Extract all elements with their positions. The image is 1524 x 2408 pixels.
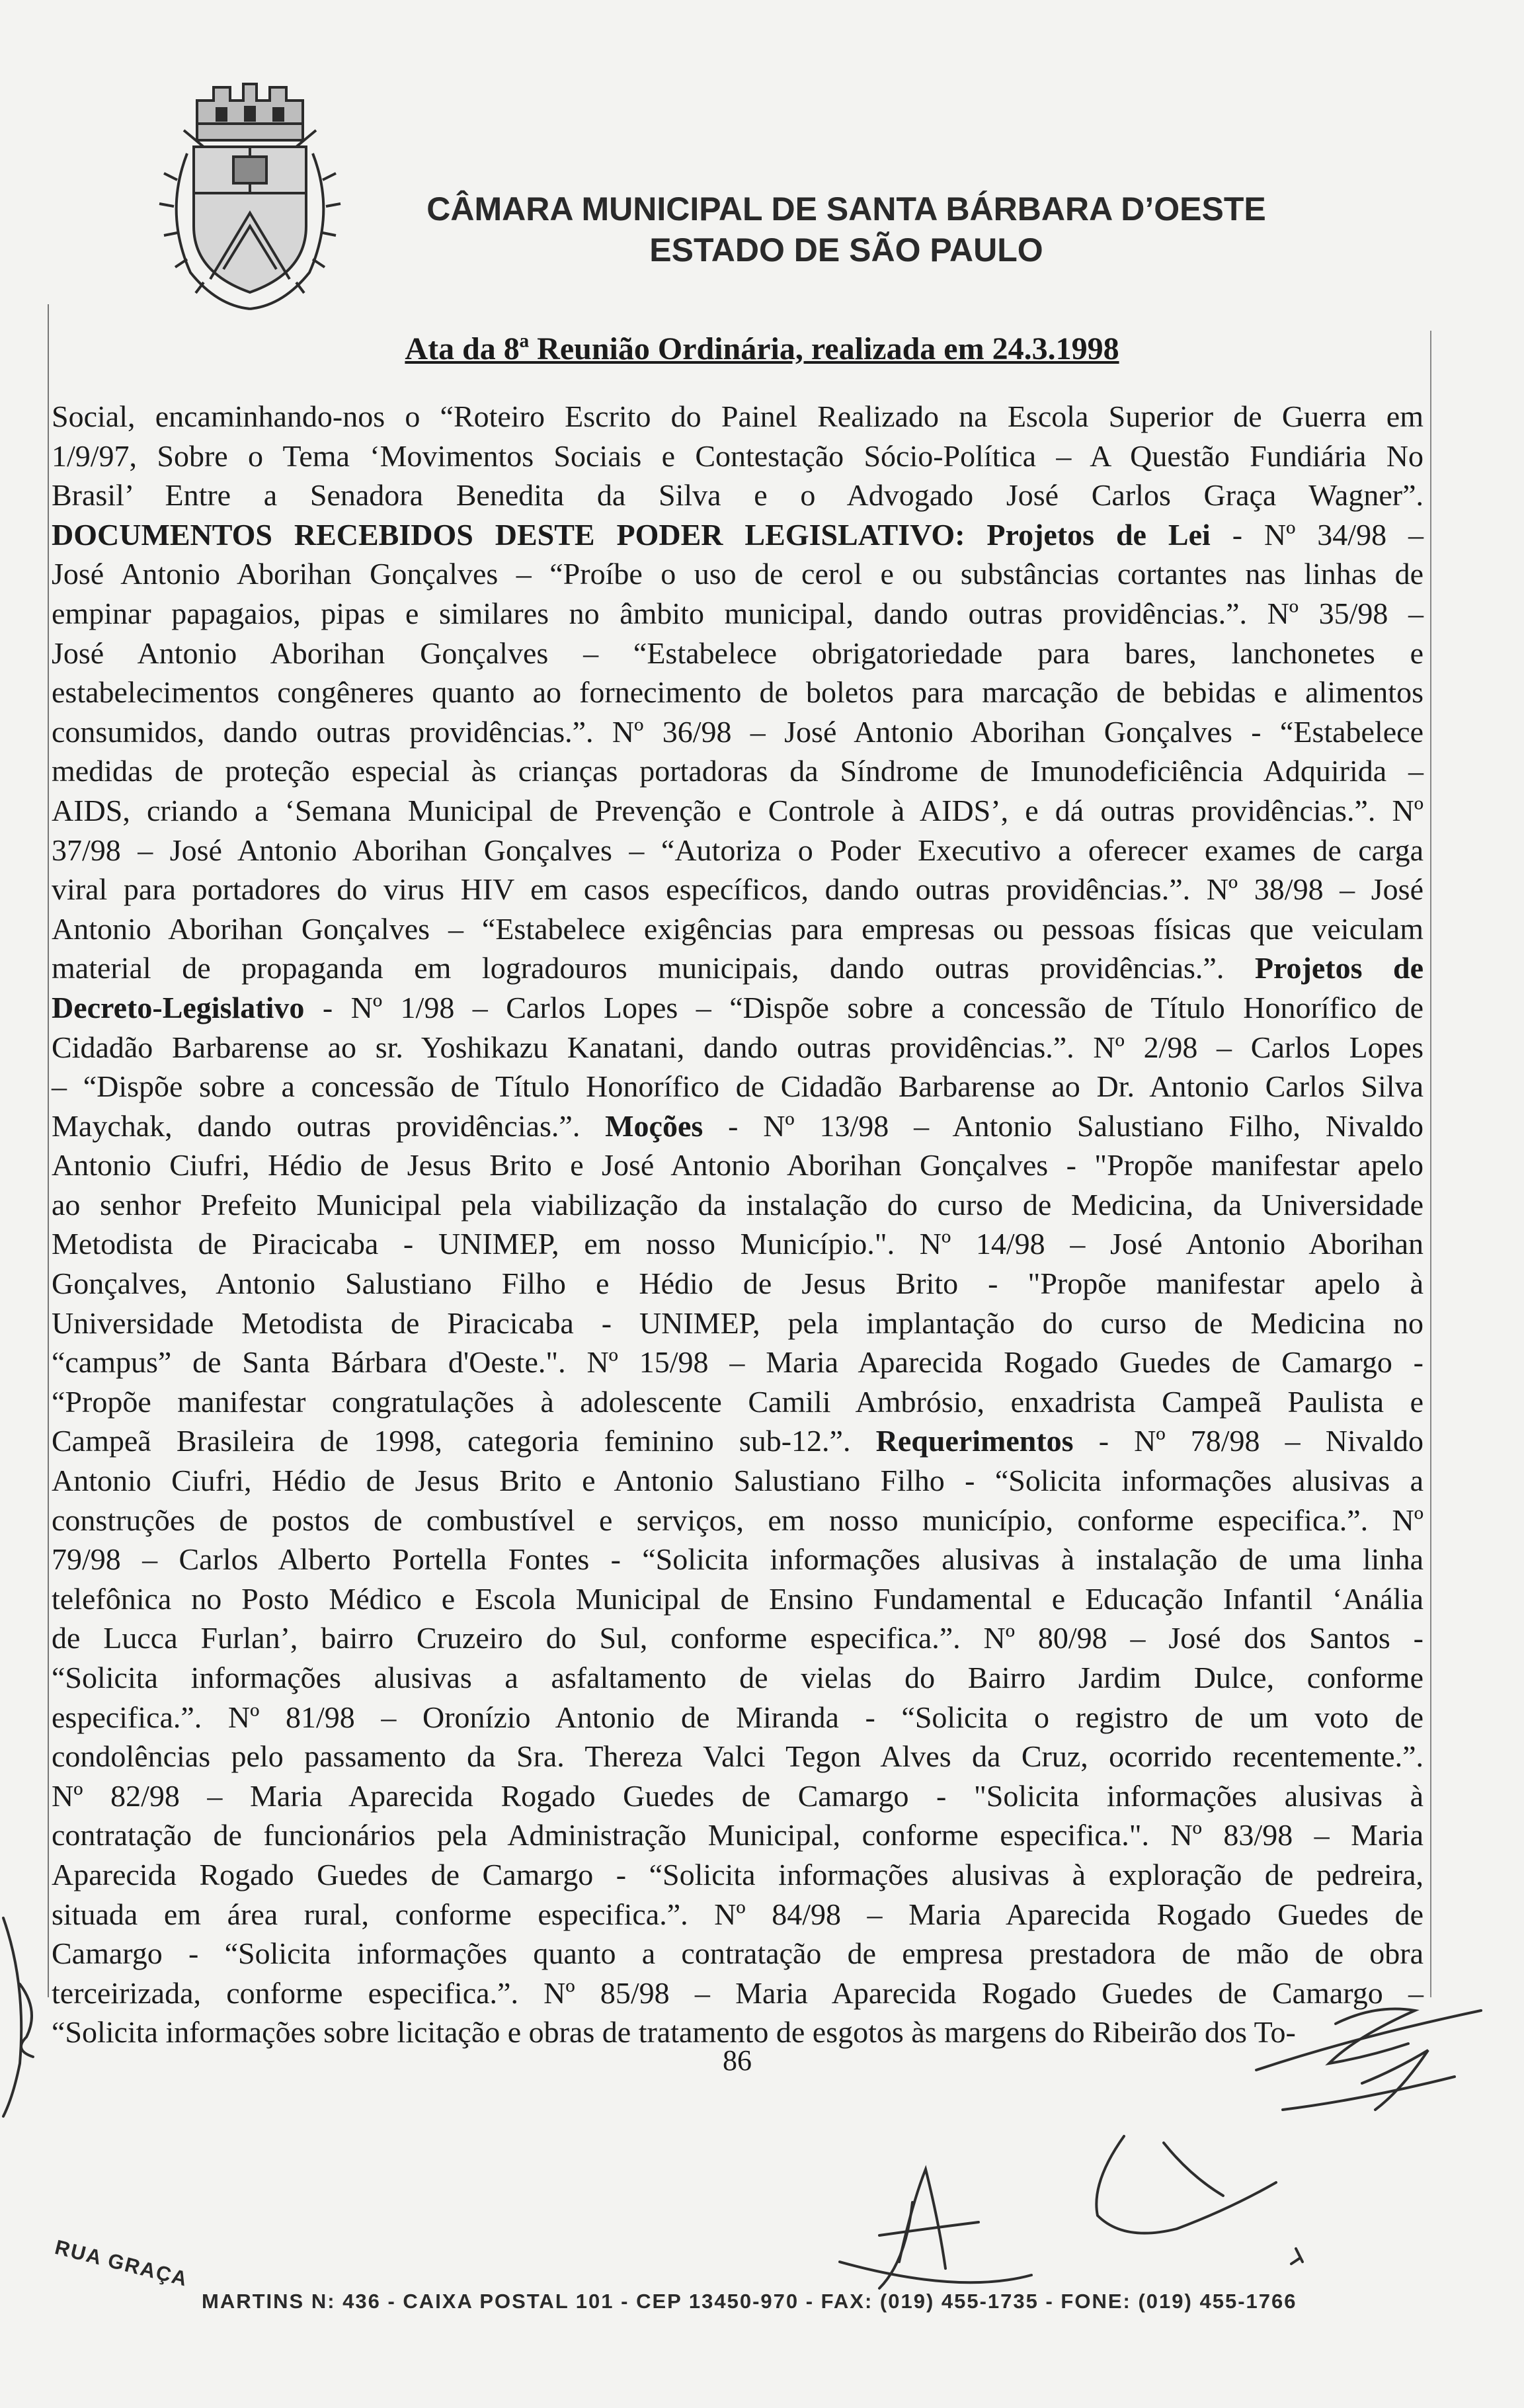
- body-text-segment: viral para portadores do virus HIV em casos específicos, dando outras providências.”. Nº 38/98 – José: [52, 872, 1424, 907]
- body-text-segment: Brasil’ Entre a Senadora Benedita da Silva e o Advogado José Carlos Graça Wagner”.: [52, 478, 1424, 513]
- footer-address: MARTINS N: 436 - CAIXA POSTAL 101 - CEP 13450-970 - FAX: (019) 455-1735 - FONE: (019) 455-1766: [202, 2290, 1297, 2313]
- institution-name: CÂMARA MUNICIPAL DE SANTA BÁRBARA D’OESTE: [426, 190, 1266, 228]
- body-text-segment: Maychak, dando outras providências.”.: [52, 1108, 606, 1143]
- signature-stroke: [899, 2169, 945, 2268]
- body-text-segment: Gonçalves, Antonio Salustiano Filho e Hédio de Jesus Brito - "Propõe manifestar apelo à: [52, 1266, 1424, 1301]
- body-text-segment: Nº 82/98 – Maria Aparecida Rogado Guedes de Camargo - "Solicita informações alusivas à: [52, 1778, 1424, 1813]
- body-text-segment: “Solicita informações sobre licitação e obras de tratamento de esgotos às margens do Ribeirão dos To-: [52, 2015, 1296, 2050]
- section-heading: Decreto-Legislativo: [52, 990, 305, 1024]
- body-text-segment: – “Dispõe sobre a concessão de Título Honorífico de Cidadão Barbarense ao Dr. Antonio Carlos Silva: [52, 1069, 1424, 1104]
- body-text-segment: Camargo - “Solicita informações quanto a contratação de empresa prestadora de mão de obra: [52, 1936, 1424, 1971]
- body-text-segment: material de propaganda em logradouros municipais, dando outras providências.”.: [52, 951, 1255, 985]
- body-text-segment: Antonio Ciufri, Hédio de Jesus Brito e Antonio Salustiano Filho - “Solicita informações alusivas a: [52, 1464, 1424, 1498]
- body-text-segment: “Propõe manifestar congratulações à adolescente Camili Ambrósio, enxadrista Campeã Paulista e: [52, 1384, 1424, 1419]
- body-text-segment: José Antonio Aborihan Gonçalves – “Estabelece obrigatoriedade para bares, lanchonetes e: [52, 636, 1424, 670]
- body-text-segment: Antonio Aborihan Gonçalves – “Estabelece exigências para empresas ou pessoas físicas que veiculam: [52, 911, 1424, 946]
- signature-stroke: [879, 2222, 979, 2235]
- footer-street: RUA GRAÇA: [52, 2235, 191, 2291]
- body-text-segment: 1/9/97, Sobre o Tema ‘Movimentos Sociais e Contestação Sócio-Política – A Questão Fundiária No: [52, 438, 1424, 473]
- signature-stroke: [840, 2262, 1031, 2282]
- section-heading: Moções: [605, 1108, 703, 1143]
- signature-stroke: [1362, 2050, 1428, 2110]
- body-text-segment: 37/98 – José Antonio Aborihan Gonçalves – “Autoriza o Poder Executivo a oferecer exames de carga: [52, 833, 1424, 867]
- body-text-segment: - Nº 78/98 – Nivaldo: [1073, 1424, 1424, 1458]
- signature-stroke: [1291, 2249, 1303, 2264]
- body-text-segment: AIDS, criando a ‘Semana Municipal de Prevenção e Controle à AIDS’, e dá outras providências.”. Nº: [52, 793, 1424, 827]
- body-text-segment: - Nº 1/98 – Carlos Lopes – “Dispõe sobre a concessão de Título Honorífico de: [304, 990, 1424, 1024]
- body-text-segment: de Lucca Furlan’, bairro Cruzeiro do Sul, conforme especifica.”. Nº 80/98 – José dos Santos -: [52, 1621, 1424, 1655]
- body-text-segment: 79/98 – Carlos Alberto Portella Fontes - “Solicita informações alusivas à instalação de uma linha: [52, 1542, 1424, 1577]
- body-text-segment: Campeã Brasileira de 1998, categoria feminino sub-12.”.: [52, 1424, 876, 1458]
- body-text-segment: Cidadão Barbarense ao sr. Yoshikazu Kanatani, dando outras providências.”. Nº 2/98 – Carlos Lopes: [52, 1030, 1424, 1064]
- body-text-segment: especifica.”. Nº 81/98 – Oronízio Antonio de Miranda - “Solicita o registro de um voto de: [52, 1700, 1424, 1734]
- body-text-segment: condolências pelo passamento da Sra. Thereza Valci Tegon Alves da Cruz, ocorrido recentemente.”.: [52, 1739, 1424, 1774]
- body-text-segment: medidas de proteção especial às crianças portadoras da Síndrome de Imunodeficiência Adquirida –: [52, 754, 1424, 788]
- body-text-segment: “Solicita informações alusivas a asfaltamento de vielas do Bairro Jardim Dulce, conforme: [52, 1661, 1424, 1694]
- body-text-segment: Metodista de Piracicaba - UNIMEP, em nosso Município.". Nº 14/98 – José Antonio Aborihan: [52, 1227, 1424, 1261]
- minutes-title: Ata da 8ª Reunião Ordinária, realizada em 24.3.1998: [405, 331, 1119, 366]
- signature-stroke: [1164, 2143, 1223, 2196]
- page-number: 86: [723, 2044, 752, 2077]
- body-text-segment: construções de postos de combustível e serviços, em nosso município, conforme especifica.”. Nº: [52, 1503, 1424, 1537]
- body-text-segment: - Nº 13/98 – Antonio Salustiano Filho, Nivaldo: [703, 1108, 1424, 1143]
- signature-stroke: [1096, 2136, 1276, 2233]
- body-text-segment: telefônica no Posto Médico e Escola Municipal de Ensino Fundamental e Educação Infantil ‘Anália: [52, 1581, 1424, 1616]
- section-heading: Projetos de: [1254, 951, 1424, 985]
- signature-stroke: [1256, 2011, 1481, 2070]
- body-text-segment: empinar papagaios, pipas e similares no âmbito municipal, dando outras providências.”. Nº 35/98 –: [52, 596, 1424, 630]
- state-name: ESTADO DE SÃO PAULO: [649, 231, 1043, 269]
- signature-stroke: [3, 1918, 21, 2116]
- body-text-segment: - Nº 34/98 –: [1210, 517, 1424, 552]
- section-heading: DOCUMENTOS RECEBIDOS DESTE PODER LEGISLATIVO: Projetos de Lei: [52, 517, 1211, 552]
- body-text-segment: terceirizada, conforme especifica.”. Nº 85/98 – Maria Aparecida Rogado Guedes de Camargo –: [52, 1975, 1424, 2010]
- body-text-segment: contratação de funcionários pela Administração Municipal, conforme especifica.". Nº 83/98 – Maria: [52, 1818, 1424, 1852]
- body-text-segment: Antonio Ciufri, Hédio de Jesus Brito e José Antonio Aborihan Gonçalves - "Propõe manifestar apelo: [52, 1148, 1424, 1183]
- body-text-segment: estabelecimentos congêneres quanto ao fornecimento de boletos para marcação de bebidas e alimentos: [52, 675, 1424, 710]
- body-text-segment: “campus” de Santa Bárbara d'Oeste.". Nº 15/98 – Maria Aparecida Rogado Guedes de Camargo -: [52, 1345, 1424, 1380]
- body-text-segment: Social, encaminhando-nos o “Roteiro Escrito do Painel Realizado na Escola Superior de Guerra em: [52, 399, 1424, 433]
- body-text-segment: ao senhor Prefeito Municipal pela viabilização da instalação do curso de Medicina, da Universidade: [52, 1187, 1424, 1222]
- body-text-segment: Aparecida Rogado Guedes de Camargo - “Solicita informações alusivas à exploração de pedreira,: [52, 1857, 1424, 1891]
- body-text-segment: Universidade Metodista de Piracicaba - UNIMEP, pela implantação do curso de Medicina no: [52, 1306, 1424, 1340]
- body-text-segment: situada em área rural, conforme especifica.”. Nº 84/98 – Maria Aparecida Rogado Guedes de: [52, 1897, 1424, 1931]
- body-text-segment: consumidos, dando outras providências.”. Nº 36/98 – José Antonio Aborihan Gonçalves - “Estabelece: [52, 714, 1424, 749]
- body-text-segment: José Antonio Aborihan Gonçalves – “Proíbe o uso de cerol e ou substâncias cortantes nas linhas de: [52, 557, 1424, 591]
- section-heading: Requerimentos: [875, 1424, 1074, 1458]
